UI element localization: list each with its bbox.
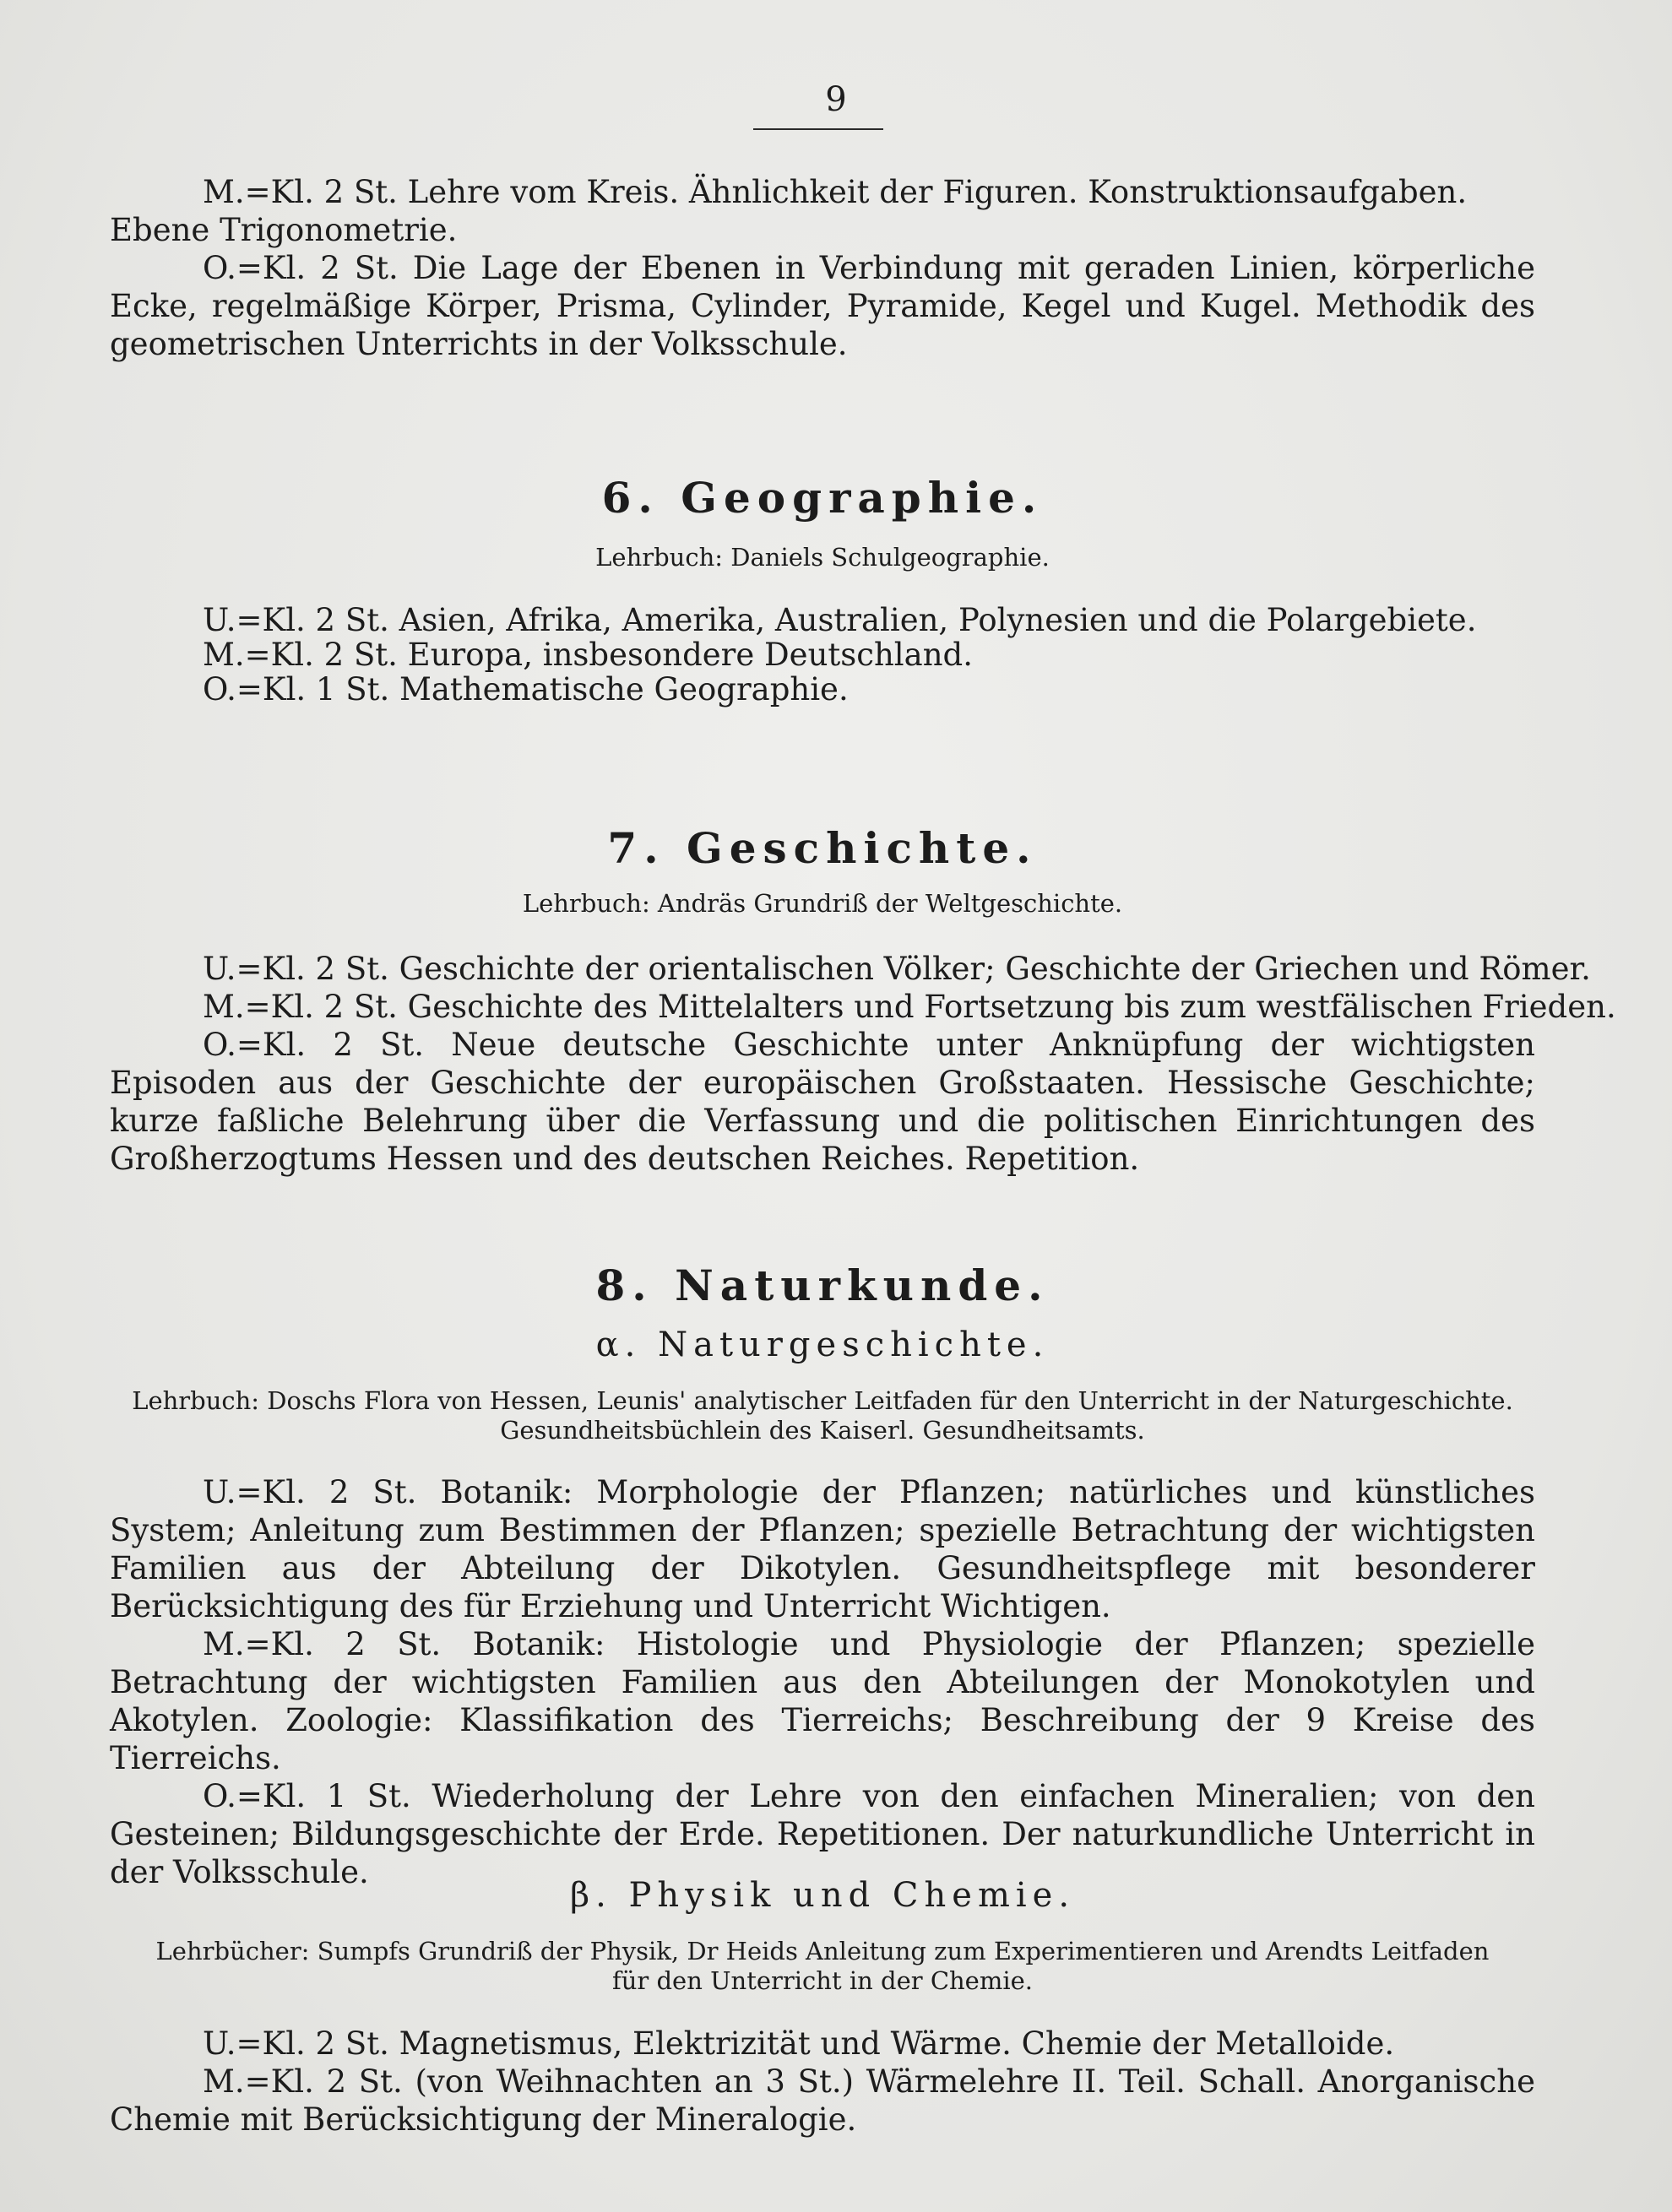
page-number: 9 [825, 80, 847, 119]
naturgeschichte-body [110, 1473, 1535, 1891]
geographie-row-o: O.=Kl. 1 St. Mathematische Geographie. [203, 671, 849, 708]
naturgeschichte-sub [110, 1328, 1535, 1362]
physik-chemie-sub [110, 1876, 1535, 1915]
geometry-continuation [110, 173, 1535, 363]
subheading-naturgeschichte: α. Naturgeschichte. [595, 1326, 1050, 1364]
geschichte-textbook-wrap [110, 889, 1535, 919]
geschichte-body [110, 950, 1616, 1178]
subheading-physik-chemie: β. Physik und Chemie. [569, 1876, 1076, 1915]
physik-u-kl: U.=Kl. 2 St. Magnetismus, Elektrizität und Wärme. Chemie der Metalloide. [203, 2025, 1395, 2062]
textbook-physik-line1: Lehrbücher: Sumpfs Grundriß der Physik, Dr Heids Anleitung zum Experimentieren und Arendts Leitfaden [155, 1937, 1490, 1965]
naturgeschichte-u-kl: U.=Kl. 2 St. Botanik: Morphologie der Pflanzen; natürliches und künstliches System; Anleitung zum Bestimmen der Pflanzen; spezielle Betrachtung der wichtigsten Familien aus der Abteilung der Dikotylen. Gesundheitspflege mit besonderer Berücksichtigung des für Erziehung und Unterricht Wichtigen. [110, 1474, 1535, 1624]
geographie-textbook-wrap [110, 543, 1535, 572]
section-geschichte [110, 823, 1535, 873]
physik-m-kl: M.=Kl. 2 St. (von Weihnachten an 3 St.) Wärmelehre II. Teil. Schall. Anorganische Chemie mit Berücksichtigung der Mineralogie. [110, 2063, 1535, 2138]
geschichte-row-m: M.=Kl. 2 St. Geschichte des Mittelalters und Fortsetzung bis zum westfälischen Frieden. [203, 989, 1616, 1025]
section-geographie [110, 473, 1535, 523]
geographie-rows [110, 603, 1535, 707]
physik-chemie-body [110, 2025, 1535, 2139]
textbook-naturgeschichte-line1: Lehrbuch: Doschs Flora von Hessen, Leunis' analytischer Leitfaden für den Unterricht in der Naturgeschichte. [132, 1386, 1513, 1415]
section-naturkunde [110, 1261, 1535, 1310]
geschichte-row-o: O.=Kl. 2 St. Neue deutsche Geschichte unter Anknüpfung der wichtigsten Episoden aus der Geschichte der europäischen Großstaaten. Hessische Geschichte; kurze faßliche Belehrung über die Verfassung und die politischen Einrichtungen des Großherzogtums Hessen und des deutschen Reiches. Repetition. [110, 1027, 1535, 1177]
textbook-geschichte: Lehrbuch: Andräs Grundriß der Weltgeschichte. [522, 889, 1123, 918]
geographie-row-u: U.=Kl. 2 St. Asien, Afrika, Amerika, Australien, Polynesien und die Polargebiete. [203, 602, 1477, 638]
physik-chemie-textbook [110, 1937, 1535, 1996]
geschichte-row-u: U.=Kl. 2 St. Geschichte der orientalischen Völker; Geschichte der Griechen und Römer. [203, 951, 1591, 987]
heading-naturkunde: 8. Naturkunde. [595, 1261, 1050, 1310]
textbook-geographie: Lehrbuch: Daniels Schulgeographie. [595, 543, 1050, 572]
page-number-rule [753, 128, 883, 130]
geometry-m-kl-line1: M.=Kl. 2 St. Lehre vom Kreis. Ähnlichkeit der Figuren. Konstruktionsaufgaben. [203, 174, 1468, 210]
geometry-o-kl: O.=Kl. 2 St. Die Lage der Ebenen in Verbindung mit geraden Linien, körperliche Ecke, regelmäßige Körper, Prisma, Cylinder, Pyramide, Kegel und Kugel. Methodik des geometrischen Unterrichts in der Volksschule. [110, 250, 1535, 362]
textbook-naturgeschichte-line2: Gesundheitsbüchlein des Kaiserl. Gesundheitsamts. [500, 1416, 1145, 1445]
textbook-physik-line2: für den Unterricht in der Chemie. [612, 1966, 1033, 1995]
geographie-row-m: M.=Kl. 2 St. Europa, insbesondere Deutschland. [203, 637, 973, 673]
naturgeschichte-textbook [110, 1386, 1535, 1445]
naturgeschichte-o-kl: O.=Kl. 1 St. Wiederholung der Lehre von den einfachen Mineralien; von den Gesteinen; Bildungsgeschichte der Erde. Repetitionen. Der naturkundliche Unterricht in der Volksschule. [110, 1778, 1535, 1890]
naturgeschichte-m-kl: M.=Kl. 2 St. Botanik: Histologie und Physiologie der Pflanzen; spezielle Betrachtung der wichtigsten Familien aus den Abteilungen der Monokotylen und Akotylen. Zoologie: Klassifikation des Tierreichs; Beschreibung der 9 Kreise des Tierreichs. [110, 1626, 1535, 1776]
heading-geographie: 6. Geographie. [601, 473, 1044, 523]
heading-geschichte: 7. Geschichte. [607, 823, 1038, 873]
geometry-m-kl-line2: Ebene Trigonometrie. [110, 212, 458, 248]
